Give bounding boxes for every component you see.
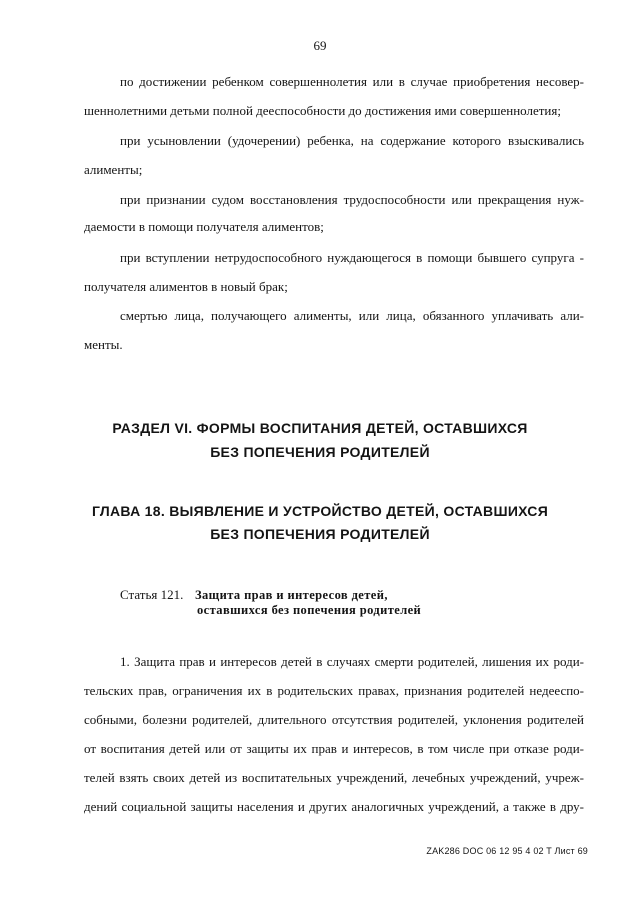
- list-item-line: менты.: [84, 337, 123, 352]
- document-footer: ZAK286 DOC 06 12 95 4 02 T Лист 69: [426, 846, 588, 856]
- paragraph-line: собными, болезни родителей, длительного отсутствия родителей, уклонения родителей: [84, 712, 584, 727]
- list-item-line: смертью лица, получающего алименты, или лица, обязанного уплачивать али-: [120, 308, 584, 323]
- article-title-line: оставшихся без попечения родителей: [197, 603, 422, 617]
- list-item-line: по достижении ребенком совершеннолетия или в случае приобретения несовер-: [120, 74, 584, 89]
- paragraph-line: 1. Защита прав и интересов детей в случаях смерти родителей, лишения их роди-: [120, 654, 584, 669]
- list-item-line: даемости в помощи получателя алиментов;: [84, 219, 324, 234]
- list-item-line: при признании судом восстановления трудоспособности или прекращения нуж-: [120, 192, 584, 207]
- chapter-heading-line: БЕЗ ПОПЕЧЕНИЯ РОДИТЕЛЕЙ: [210, 526, 430, 542]
- list-item-line: шеннолетними детьми полной дееспособности до достижения ими совершеннолетия;: [84, 103, 561, 118]
- paragraph-line: телей взять своих детей из воспитательных учреждений, лечебных учреждений, учреж-: [84, 770, 584, 785]
- paragraph-line: дений социальной защиты населения и других аналогичных учреждений, а также в дру-: [84, 799, 584, 814]
- paragraph-line: от воспитания детей или от защиты их прав и интересов, в том числе при отказе роди-: [84, 741, 584, 756]
- chapter-heading-line: ГЛАВА 18. ВЫЯВЛЕНИЕ И УСТРОЙСТВО ДЕТЕЙ, ОСТАВШИХСЯ: [91, 503, 549, 519]
- list-item-line: при вступлении нетрудоспособного нуждающегося в помощи бывшего супруга -: [120, 250, 584, 265]
- list-item-line: алименты;: [84, 162, 143, 177]
- article-number: Статья 121.: [120, 587, 184, 602]
- paragraph-line: тельских прав, ограничения их в родительских правах, признания родителей недееспо-: [84, 683, 584, 698]
- article-title-line: Защита прав и интересов детей,: [195, 588, 388, 602]
- page-number: 69: [313, 38, 327, 53]
- section-heading-line: БЕЗ ПОПЕЧЕНИЯ РОДИТЕЛЕЙ: [210, 444, 430, 460]
- list-item-line: получателя алиментов в новый брак;: [84, 279, 288, 294]
- list-item-line: при усыновлении (удочерении) ребенка, на содержание которого взыскивались: [120, 133, 584, 148]
- section-heading-line: РАЗДЕЛ VI. ФОРМЫ ВОСПИТАНИЯ ДЕТЕЙ, ОСТАВШИХСЯ: [112, 420, 528, 436]
